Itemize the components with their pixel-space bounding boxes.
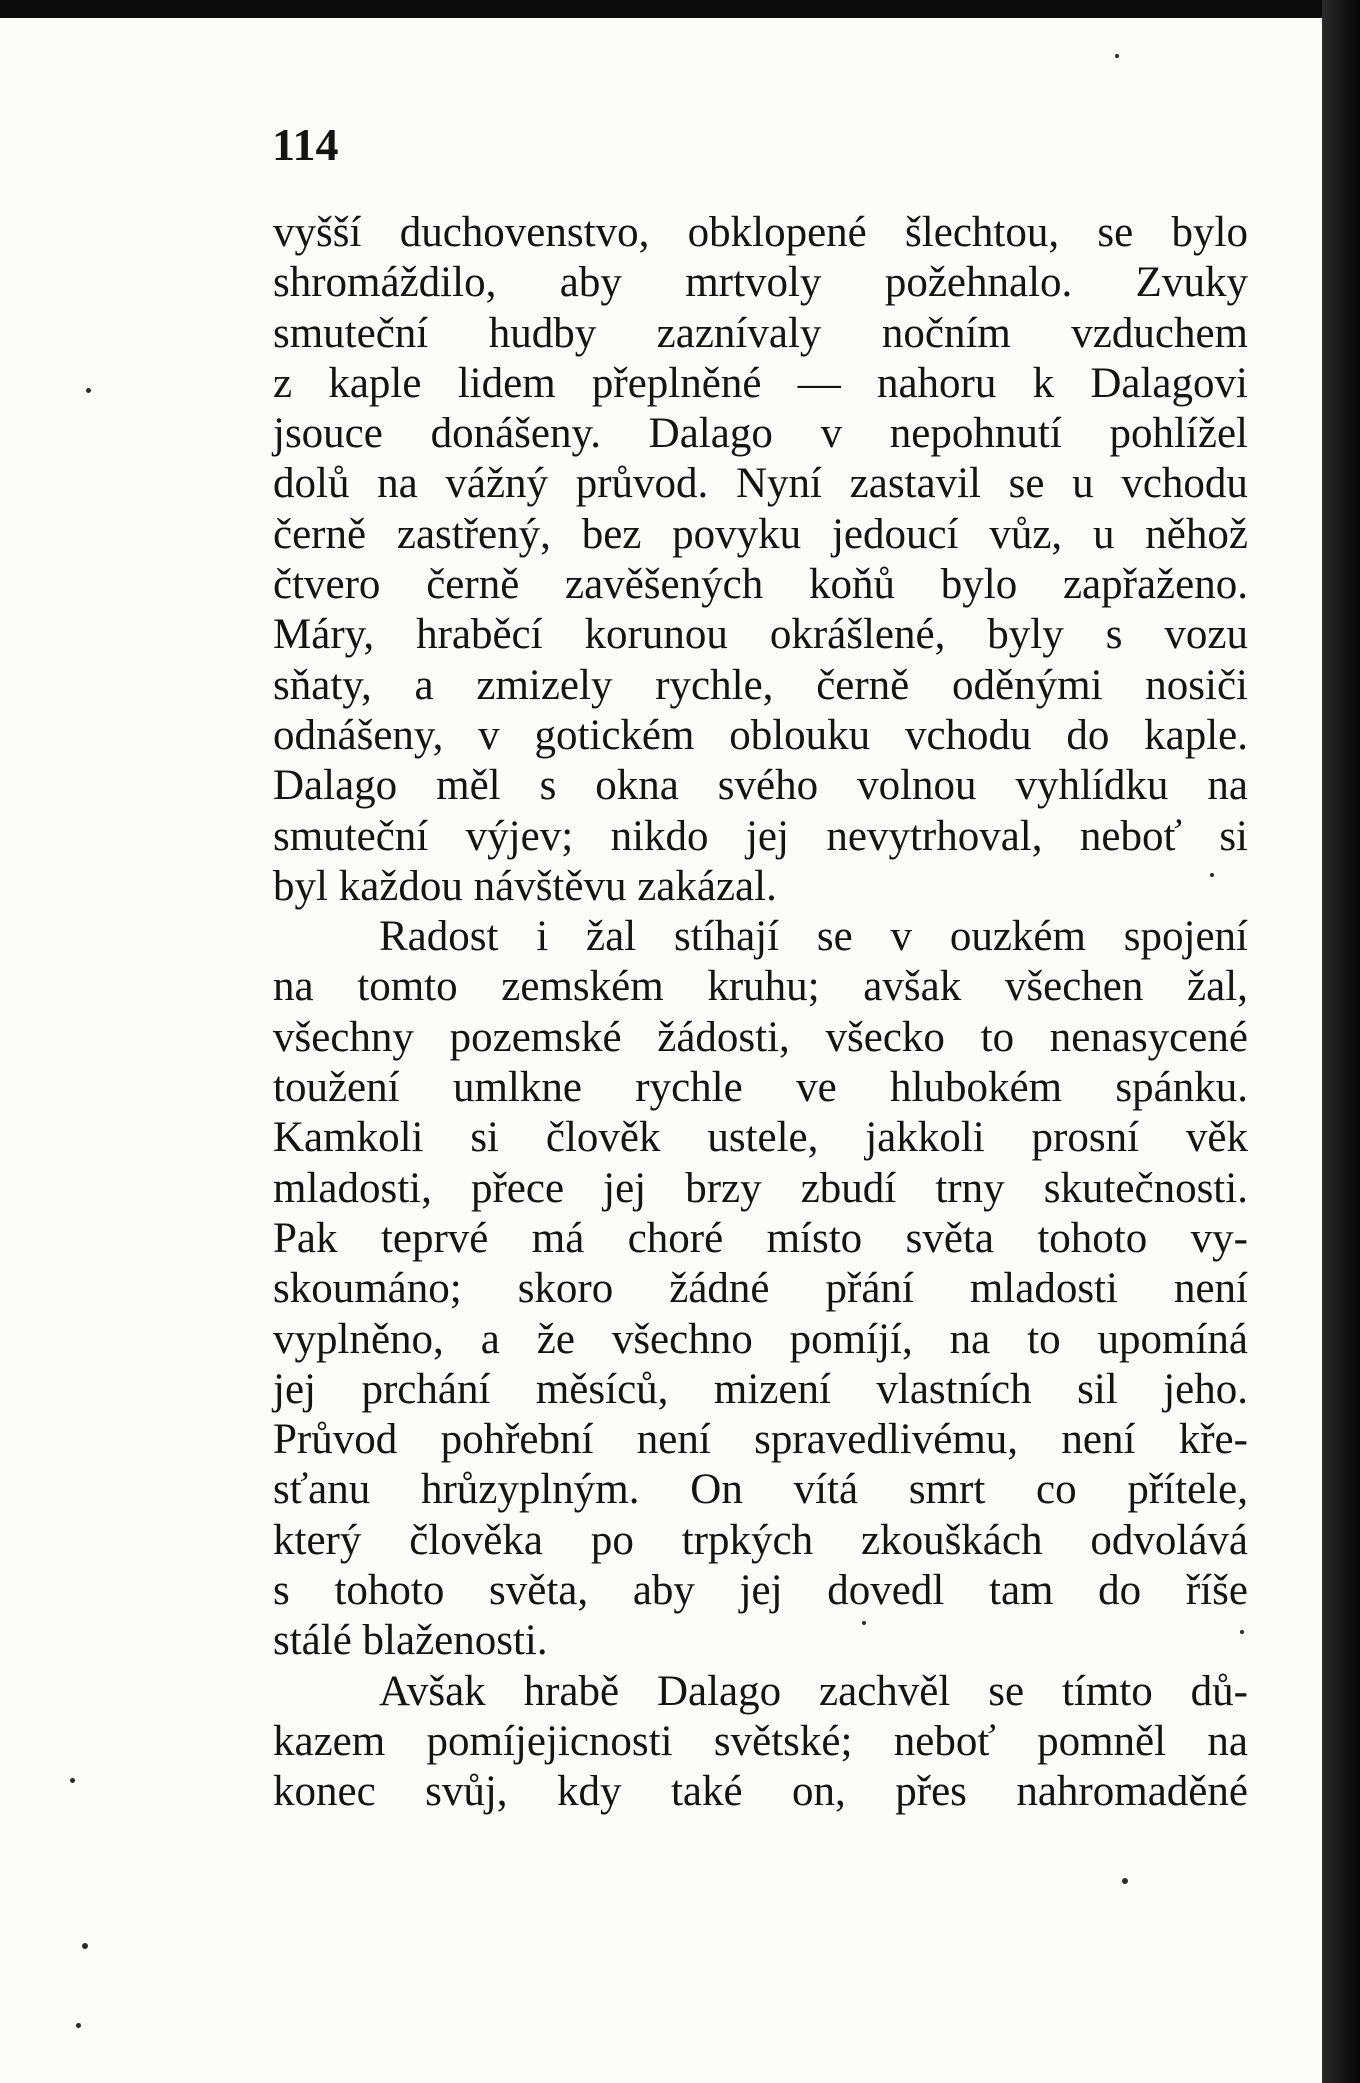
text-line	[273, 711, 1248, 761]
scan-speck	[1122, 1878, 1128, 1884]
word: Pak	[273, 1214, 338, 1262]
scan-top-border	[0, 0, 1360, 18]
text-line	[273, 309, 1248, 359]
word: prchání	[361, 1365, 491, 1413]
word: Avšak	[379, 1667, 486, 1715]
word: všechen	[1004, 963, 1144, 1011]
word: nikdo	[610, 812, 709, 860]
word: byly	[987, 611, 1064, 659]
word: kazem	[273, 1717, 386, 1765]
word: má	[531, 1214, 585, 1262]
text-line	[273, 1415, 1248, 1465]
word: donášeny.	[430, 410, 601, 458]
word: něhož	[1145, 510, 1248, 558]
word: hudby	[488, 309, 597, 357]
word: do	[1098, 1567, 1142, 1615]
word: On	[690, 1466, 743, 1514]
word: žádosti,	[657, 1013, 790, 1061]
word: mrtvoly	[685, 259, 822, 307]
word: smrt	[908, 1466, 986, 1514]
word: nahromaděné	[1016, 1768, 1248, 1816]
word: není	[1173, 1265, 1248, 1313]
text-line	[273, 459, 1248, 509]
word: —	[797, 359, 841, 407]
word: zastřený,	[396, 510, 551, 558]
word: odnášeny,	[273, 711, 444, 759]
word: přeplněné	[591, 359, 762, 407]
word: zavěšených	[565, 561, 764, 609]
page-number: 114	[272, 119, 339, 170]
scan-speck	[86, 388, 91, 393]
word: Dalagovi	[1090, 359, 1248, 407]
word: všechno	[611, 1315, 753, 1363]
word: svůj,	[425, 1768, 508, 1816]
text-line	[273, 1465, 1248, 1515]
text-line	[273, 560, 1248, 610]
word: světské;	[713, 1717, 853, 1765]
word: skutečnosti.	[1043, 1164, 1248, 1212]
word: na	[949, 1315, 991, 1363]
word: okrášlené,	[769, 611, 946, 659]
text-line: stálé blaženosti.	[273, 1617, 548, 1665]
text-line	[273, 359, 1248, 409]
word: nosiči	[1145, 661, 1248, 709]
word: mizení	[713, 1365, 831, 1413]
word: teprvé	[380, 1214, 489, 1262]
word: toužení	[273, 1064, 400, 1112]
text-line	[273, 510, 1248, 560]
word: nočním	[881, 309, 1011, 357]
word: také	[670, 1768, 743, 1816]
word: zapřaženo.	[1062, 561, 1248, 609]
word: se	[988, 1667, 1025, 1715]
word: vchodu	[904, 711, 1032, 759]
word: po	[590, 1516, 634, 1564]
word: rychle,	[655, 661, 774, 709]
word: to	[980, 1013, 1015, 1061]
word: že	[536, 1315, 575, 1363]
word: vážný	[445, 460, 549, 508]
word: co	[1036, 1466, 1077, 1514]
word: okna	[595, 762, 679, 810]
word: vchodu	[1121, 460, 1248, 508]
word: ve	[796, 1064, 837, 1112]
word: koňů	[808, 561, 895, 609]
word: upomíná	[1097, 1315, 1248, 1363]
word: pohlížel	[1109, 410, 1248, 458]
word: dolů	[273, 460, 350, 508]
word: hrabě	[523, 1667, 620, 1715]
word: spravedlivému,	[754, 1416, 1019, 1464]
word: oděnými	[952, 661, 1103, 709]
word: člověk	[545, 1114, 661, 1162]
word: zachvěl	[819, 1667, 951, 1715]
word: není	[636, 1416, 711, 1464]
word: hraběcí	[416, 611, 543, 659]
word: skoumáno;	[273, 1265, 462, 1313]
word: pomíjejicnosti	[426, 1717, 673, 1765]
word: se	[1008, 460, 1045, 508]
scan-speck	[1115, 54, 1119, 58]
word: volnou	[857, 762, 977, 810]
word: korunou	[584, 611, 728, 659]
word: měl	[436, 762, 501, 810]
word: kaple.	[1144, 711, 1248, 759]
word: z	[273, 359, 293, 407]
word: nepohnutí	[889, 410, 1062, 458]
text-line	[273, 1013, 1248, 1063]
word: kaple	[328, 359, 422, 407]
word: kruhu;	[707, 963, 820, 1011]
scan-speck	[70, 1778, 75, 1783]
word: dů-	[1190, 1667, 1248, 1715]
word: jedoucí	[831, 510, 959, 558]
word: pozemské	[449, 1013, 622, 1061]
word: Dalago	[648, 410, 773, 458]
word: zaznívaly	[656, 309, 822, 357]
word: s	[539, 762, 557, 810]
word: zkouškách	[860, 1516, 1043, 1564]
word: avšak	[863, 963, 962, 1011]
word: ustele,	[707, 1114, 819, 1162]
text-line	[273, 912, 1248, 962]
scan-speck	[1210, 873, 1214, 877]
word: u	[1072, 460, 1094, 508]
word: čtvero	[273, 561, 381, 609]
word: zmizely	[476, 661, 613, 709]
text-line	[273, 1365, 1248, 1415]
word: skoro	[517, 1265, 614, 1313]
word: všechny	[273, 1013, 414, 1061]
word: u	[1092, 510, 1115, 558]
scan-speck	[82, 1943, 88, 1949]
word: pomněl	[1037, 1717, 1167, 1765]
word: hlubokém	[890, 1064, 1063, 1112]
word: přání	[825, 1265, 914, 1313]
word: člověka	[409, 1516, 543, 1564]
word: nahoru	[876, 359, 997, 407]
word: jej	[273, 1365, 316, 1413]
word: aby	[632, 1567, 695, 1615]
word: brzy	[685, 1164, 762, 1212]
word: vozu	[1164, 611, 1248, 659]
word: na	[273, 963, 314, 1011]
word: tohoto	[1037, 1214, 1148, 1262]
word: který	[273, 1516, 362, 1564]
text-line	[273, 1717, 1248, 1767]
word: šlechtou,	[905, 209, 1060, 256]
word: nevytrhoval,	[826, 812, 1043, 860]
word: rychle	[635, 1064, 743, 1112]
word: vítá	[793, 1466, 859, 1514]
word: smuteční	[273, 309, 429, 357]
word: v	[820, 410, 843, 458]
word: odvolává	[1090, 1516, 1248, 1564]
book-page	[0, 18, 1322, 2083]
word: pomíjí,	[789, 1315, 913, 1363]
word: povyku	[672, 510, 802, 558]
word: mladosti	[969, 1265, 1118, 1313]
word: vůz,	[989, 510, 1063, 558]
body-text	[273, 208, 1248, 1818]
word: se	[1097, 209, 1134, 256]
word: místo	[766, 1214, 863, 1262]
word: věk	[1185, 1114, 1248, 1162]
word: dovedl	[827, 1567, 945, 1615]
word: žal,	[1187, 963, 1248, 1011]
word: Dalago	[656, 1667, 782, 1715]
word: Máry,	[273, 611, 375, 659]
word: světa	[905, 1214, 994, 1262]
word: choré	[627, 1214, 724, 1262]
word: si	[1219, 812, 1248, 860]
word: ouzkém	[949, 913, 1086, 961]
text-line: byl každou návštěvu zakázal.	[273, 862, 777, 910]
word: nenasycené	[1049, 1013, 1248, 1061]
text-line	[273, 1113, 1248, 1163]
word: v	[478, 711, 500, 759]
word: kdy	[557, 1768, 622, 1816]
word: bez	[581, 510, 642, 558]
word: si	[470, 1114, 500, 1162]
word: v	[890, 913, 913, 961]
text-line	[273, 962, 1248, 1012]
text-line	[273, 1264, 1248, 1314]
word: trpkých	[681, 1516, 814, 1564]
word: mladosti,	[273, 1164, 432, 1212]
text-line	[273, 1315, 1248, 1365]
scan-speck	[76, 2023, 81, 2028]
text-line	[273, 661, 1248, 711]
word: svého	[717, 762, 819, 810]
word: a	[480, 1315, 500, 1363]
word: aby	[559, 259, 622, 307]
word: tomto	[357, 963, 458, 1011]
word: na	[1207, 762, 1248, 810]
word: on,	[792, 1768, 846, 1816]
text-line	[273, 1516, 1248, 1566]
text-line	[273, 1164, 1248, 1214]
word: průvod.	[575, 460, 709, 508]
word: s	[1105, 611, 1123, 659]
word: Radost	[379, 913, 499, 961]
word: Nyní	[735, 460, 822, 508]
word: vy-	[1190, 1214, 1248, 1262]
text-line	[273, 1063, 1248, 1113]
word: kře-	[1178, 1416, 1248, 1464]
text-line	[273, 208, 1248, 258]
text-line	[273, 1667, 1248, 1717]
word: se	[816, 913, 853, 961]
word: konec	[273, 1768, 376, 1816]
word: jej	[745, 812, 789, 860]
word: požehnalo.	[884, 259, 1073, 307]
text-line	[273, 258, 1248, 308]
word: zemském	[501, 963, 664, 1011]
word: sil	[1077, 1365, 1118, 1413]
text-line	[273, 761, 1248, 811]
text-line	[273, 610, 1248, 660]
word: není	[1061, 1416, 1136, 1464]
word: k	[1032, 359, 1055, 407]
word: jej	[739, 1567, 783, 1615]
word: černě	[273, 510, 367, 558]
scan-speck	[862, 1621, 866, 1625]
word: měsíců,	[535, 1365, 669, 1413]
word: vlastních	[876, 1365, 1032, 1413]
word: jakkoli	[865, 1114, 985, 1162]
word: bylo	[1171, 209, 1248, 256]
scan-right-border	[1322, 0, 1360, 2083]
word: vzduchem	[1071, 309, 1248, 357]
word: tam	[989, 1567, 1054, 1615]
word: obklopené	[687, 209, 867, 256]
word: pohřební	[440, 1416, 594, 1464]
word: gotickém	[534, 711, 695, 759]
word: trny	[935, 1164, 1005, 1212]
word: jsouce	[273, 410, 383, 458]
word: říše	[1185, 1567, 1248, 1615]
word: výjev;	[465, 812, 574, 860]
text-line	[273, 1566, 1248, 1616]
word: na	[1207, 1717, 1248, 1765]
word: tohoto	[334, 1567, 445, 1615]
word: shromáždilo,	[273, 259, 497, 307]
word: a	[414, 661, 434, 709]
word: Zvuky	[1135, 259, 1248, 307]
word: neboť	[893, 1717, 996, 1765]
word: to	[1027, 1315, 1061, 1363]
word: duchovenstvo,	[399, 209, 650, 256]
word: žádné	[669, 1265, 770, 1313]
word: černě	[426, 561, 520, 609]
word: i	[536, 913, 549, 961]
word: bylo	[940, 561, 1018, 609]
word: přítele,	[1127, 1466, 1248, 1514]
word: vyhlídku	[1015, 762, 1169, 810]
word: oblouku	[729, 711, 871, 759]
word: jej	[603, 1164, 647, 1212]
word: zbudí	[800, 1164, 897, 1212]
word: lidem	[457, 359, 556, 407]
word: spojení	[1123, 913, 1248, 961]
text-line	[273, 1214, 1248, 1264]
word: přece	[470, 1164, 565, 1212]
word: všecko	[825, 1013, 945, 1061]
word: sťanu	[273, 1466, 371, 1514]
word: Průvod	[273, 1416, 398, 1464]
word: vyšší	[273, 209, 362, 256]
word: do	[1066, 711, 1110, 759]
word: žal	[586, 913, 637, 961]
text-line	[273, 409, 1248, 459]
word: vyplněno,	[273, 1315, 444, 1363]
word: černě	[816, 661, 910, 709]
word: přes	[895, 1768, 967, 1816]
word: Dalago	[273, 762, 398, 810]
word: tímto	[1061, 1667, 1153, 1715]
word: Kamkoli	[273, 1114, 424, 1162]
word: smuteční	[273, 812, 429, 860]
word: stíhají	[673, 913, 780, 961]
word: jeho.	[1163, 1365, 1248, 1413]
word: spánku.	[1115, 1064, 1248, 1112]
word: neboť	[1079, 812, 1182, 860]
word: prosní	[1031, 1114, 1140, 1162]
word: sňaty,	[273, 661, 372, 709]
word: umlkne	[452, 1064, 582, 1112]
word: s	[273, 1567, 290, 1615]
text-line	[273, 1767, 1248, 1817]
word: zastavil	[849, 460, 981, 508]
word: hrůzyplným.	[420, 1466, 640, 1514]
scan-speck	[1240, 1630, 1244, 1634]
word: na	[377, 460, 418, 508]
word: světa,	[489, 1567, 589, 1615]
text-line	[273, 812, 1248, 862]
